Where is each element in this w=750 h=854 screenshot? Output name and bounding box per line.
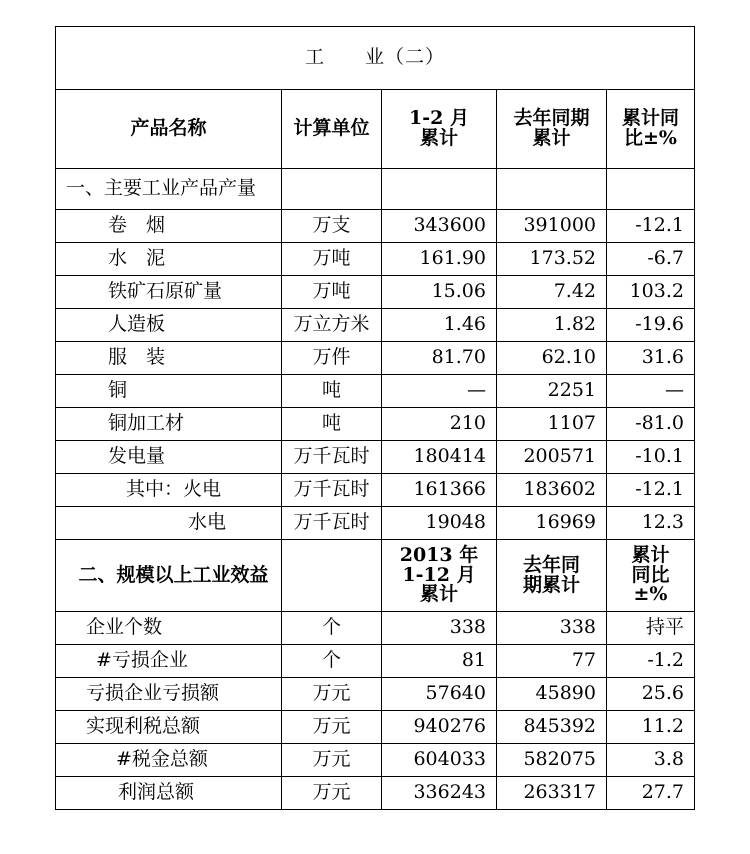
unit-cell: 吨 (282, 408, 382, 441)
table-row (56, 777, 695, 810)
section2-header-yoy-line3: ±% (633, 583, 668, 606)
previous-value: 200571 (497, 441, 607, 474)
table-row (56, 474, 695, 507)
current-value: 15.06 (382, 276, 497, 309)
indicator-name: 利润总额 (56, 777, 282, 810)
yoy-value: 103.2 (607, 276, 695, 309)
table-title: 工 业（二） (56, 27, 695, 90)
current-value: 161366 (382, 474, 497, 507)
current-value: 336243 (382, 777, 497, 810)
yoy-value: -12.1 (607, 210, 695, 243)
previous-value: 391000 (497, 210, 607, 243)
table-row (56, 711, 695, 744)
current-value: 180414 (382, 441, 497, 474)
yoy-value: 11.2 (607, 711, 695, 744)
unit-cell: 个 (282, 645, 382, 678)
header-row (56, 90, 695, 169)
unit-cell: 万元 (282, 678, 382, 711)
unit-cell: 万立方米 (282, 309, 382, 342)
yoy-value: 27.7 (607, 777, 695, 810)
header-current-line1: 1-2 月 (409, 107, 469, 130)
table-row (56, 645, 695, 678)
unit-cell: 万件 (282, 342, 382, 375)
indicator-name: #亏损企业 (56, 645, 282, 678)
previous-value: 1.82 (497, 309, 607, 342)
product-name: 发电量 (56, 441, 282, 474)
section2-header-current-line1: 2013 年 (399, 543, 479, 566)
unit-cell: 万吨 (282, 276, 382, 309)
header-product-name: 产品名称 (56, 90, 282, 169)
current-value: 210 (382, 408, 497, 441)
header-yoy-line2: 比±% (624, 127, 677, 149)
table-row (56, 441, 695, 474)
industry-stats-table (55, 26, 695, 810)
product-name: 服 装 (56, 342, 282, 375)
unit-cell: 万千瓦时 (282, 441, 382, 474)
section2-header-previous (497, 540, 607, 612)
section2-header-row (56, 540, 695, 612)
current-value: 81.70 (382, 342, 497, 375)
unit-cell: 万吨 (282, 243, 382, 276)
table-row (56, 243, 695, 276)
unit-cell: 万元 (282, 777, 382, 810)
previous-value: 77 (497, 645, 607, 678)
current-value: 604033 (382, 744, 497, 777)
previous-value: 173.52 (497, 243, 607, 276)
product-name: 人造板 (56, 309, 282, 342)
product-name: 水电 (56, 507, 282, 540)
header-current-line2: 累计 (419, 127, 458, 149)
current-value: 343600 (382, 210, 497, 243)
section2-header-previous-line2: 期累计 (522, 573, 580, 596)
previous-value: 183602 (497, 474, 607, 507)
current-value: 338 (382, 612, 497, 645)
yoy-value: -81.0 (607, 408, 695, 441)
product-name: 铜 (56, 375, 282, 408)
unit-cell: 吨 (282, 375, 382, 408)
previous-value: 2251 (497, 375, 607, 408)
section2-header-current-line2: 1-12 月 (402, 563, 476, 586)
table-row (56, 612, 695, 645)
product-name: 铁矿石原矿量 (56, 276, 282, 309)
section2-header-yoy-line2: 同比 (631, 563, 670, 586)
section2-header-yoy-line1: 累计 (631, 543, 670, 566)
table-row (56, 678, 695, 711)
table-row (56, 309, 695, 342)
current-value: 81 (382, 645, 497, 678)
yoy-value: -1.2 (607, 645, 695, 678)
product-name: 水 泥 (56, 243, 282, 276)
header-previous-line2: 累计 (532, 127, 571, 149)
yoy-value: -6.7 (607, 243, 695, 276)
header-yoy-line1: 累计同 (621, 107, 679, 130)
section1-header-row (56, 169, 695, 210)
previous-value: 845392 (497, 711, 607, 744)
previous-value: 7.42 (497, 276, 607, 309)
section2-header-previous-line1: 去年同 (522, 553, 580, 576)
yoy-value: — (607, 375, 695, 408)
indicator-name: 实现利税总额 (56, 711, 282, 744)
table-row (56, 408, 695, 441)
previous-value: 62.10 (497, 342, 607, 375)
previous-value: 263317 (497, 777, 607, 810)
yoy-value: -19.6 (607, 309, 695, 342)
table-row (56, 375, 695, 408)
previous-value: 45890 (497, 678, 607, 711)
previous-value: 1107 (497, 408, 607, 441)
yoy-value: 12.3 (607, 507, 695, 540)
current-value: 940276 (382, 711, 497, 744)
product-name: 铜加工材 (56, 408, 282, 441)
yoy-value: 持平 (607, 612, 695, 645)
section2-label: 二、规模以上工业效益 (56, 540, 282, 612)
header-current (382, 90, 497, 169)
yoy-value: -12.1 (607, 474, 695, 507)
header-yoy (607, 90, 695, 169)
section2-header-yoy (607, 540, 695, 612)
unit-cell: 万元 (282, 744, 382, 777)
unit-cell: 万千瓦时 (282, 507, 382, 540)
unit-cell: 万元 (282, 711, 382, 744)
section2-header-current (382, 540, 497, 612)
current-value: — (382, 375, 497, 408)
product-name: 卷 烟 (56, 210, 282, 243)
section1-label: 一、主要工业产品产量 (56, 169, 282, 210)
unit-cell: 个 (282, 612, 382, 645)
product-name: 其中：火电 (56, 474, 282, 507)
table-row (56, 507, 695, 540)
table-row (56, 210, 695, 243)
table-row (56, 342, 695, 375)
header-unit: 计算单位 (282, 90, 382, 169)
indicator-name: #税金总额 (56, 744, 282, 777)
unit-cell: 万千瓦时 (282, 474, 382, 507)
current-value: 1.46 (382, 309, 497, 342)
unit-cell: 万支 (282, 210, 382, 243)
indicator-name: 企业个数 (56, 612, 282, 645)
previous-value: 16969 (497, 507, 607, 540)
section2-header-current-line3: 累计 (419, 583, 458, 606)
current-value: 57640 (382, 678, 497, 711)
current-value: 161.90 (382, 243, 497, 276)
yoy-value: 3.8 (607, 744, 695, 777)
yoy-value: 25.6 (607, 678, 695, 711)
yoy-value: -10.1 (607, 441, 695, 474)
table-row (56, 276, 695, 309)
indicator-name: 亏损企业亏损额 (56, 678, 282, 711)
header-previous-line1: 去年同期 (513, 107, 590, 130)
table-row (56, 744, 695, 777)
previous-value: 338 (497, 612, 607, 645)
previous-value: 582075 (497, 744, 607, 777)
current-value: 19048 (382, 507, 497, 540)
yoy-value: 31.6 (607, 342, 695, 375)
header-previous (497, 90, 607, 169)
